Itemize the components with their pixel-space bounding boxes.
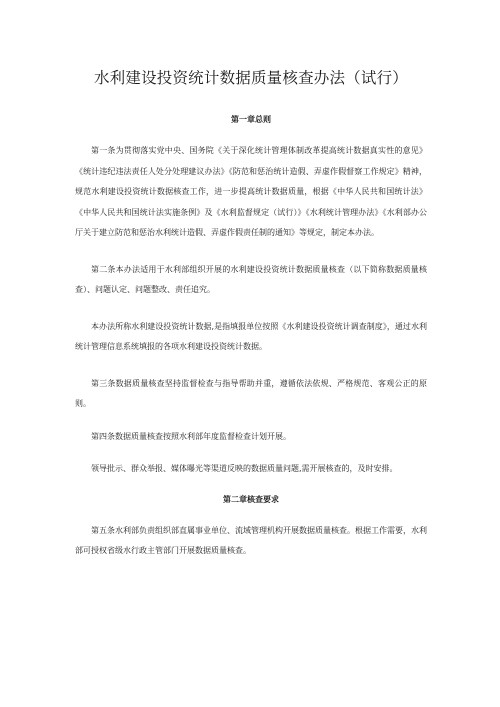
article-1-paragraph: 第一条为贯彻落实党中央、国务院《关于深化统计管理体制改革提高统计数据真实性的意见》《统计违纪违法责任人处分处理建议办法》《防范和惩治统计造假、弄虚作假督察工作规定》精神，规范水利建设投资统计数据核查工作，进一步提高统计数据质量，根据《中华人民共和国统计法》《中华人民共和国统计法实施条例》及《水利监督规定（试行）》《水利统计管理办法》《水利部办公厅关于建立防范和惩治水利统计造假、弄虚作假责任制的通知》等规定，制定本办法。	[75, 146, 427, 237]
chapter-heading-general: 第一章总则	[231, 115, 271, 124]
article-3-paragraph: 第三条数据质量核查坚持监督检查与指导帮助并重，遵循依法依规、严格规范、客观公正的原则。	[75, 378, 427, 408]
article-4-paragraph: 第四条数据质量核查按照水利部年度监督检查计划开展。	[91, 431, 291, 441]
definition-paragraph: 本办法所称水利建设投资统计数据,是指填报单位按照《水利建设投资统计调查制度》，通过水利统计管理信息系统填报的各项水利建设投资统计数据。	[75, 321, 427, 351]
article-2-paragraph: 第二条本办法适用于水利部组织开展的水利建设投资统计数据质量核查（以下简称数据质量核查）、问题认定、问题整改、责任追究。	[75, 264, 427, 294]
chapter-heading-requirements: 第二章核查要求	[223, 494, 279, 504]
article-5-paragraph: 第五条水利部负责组织部直属事业单位、流域管理机构开展数据质量核查。根据工作需要，水利部可授权省级水行政主管部门开展数据质量核查。	[75, 525, 427, 555]
supplementary-paragraph: 领导批示、群众举报、媒体曝光等渠道反映的数据质量问题,需开展核查的，及时安排。	[91, 464, 398, 473]
document-title: 水利建设投资统计数据质量核查办法（试行）	[93, 69, 408, 87]
